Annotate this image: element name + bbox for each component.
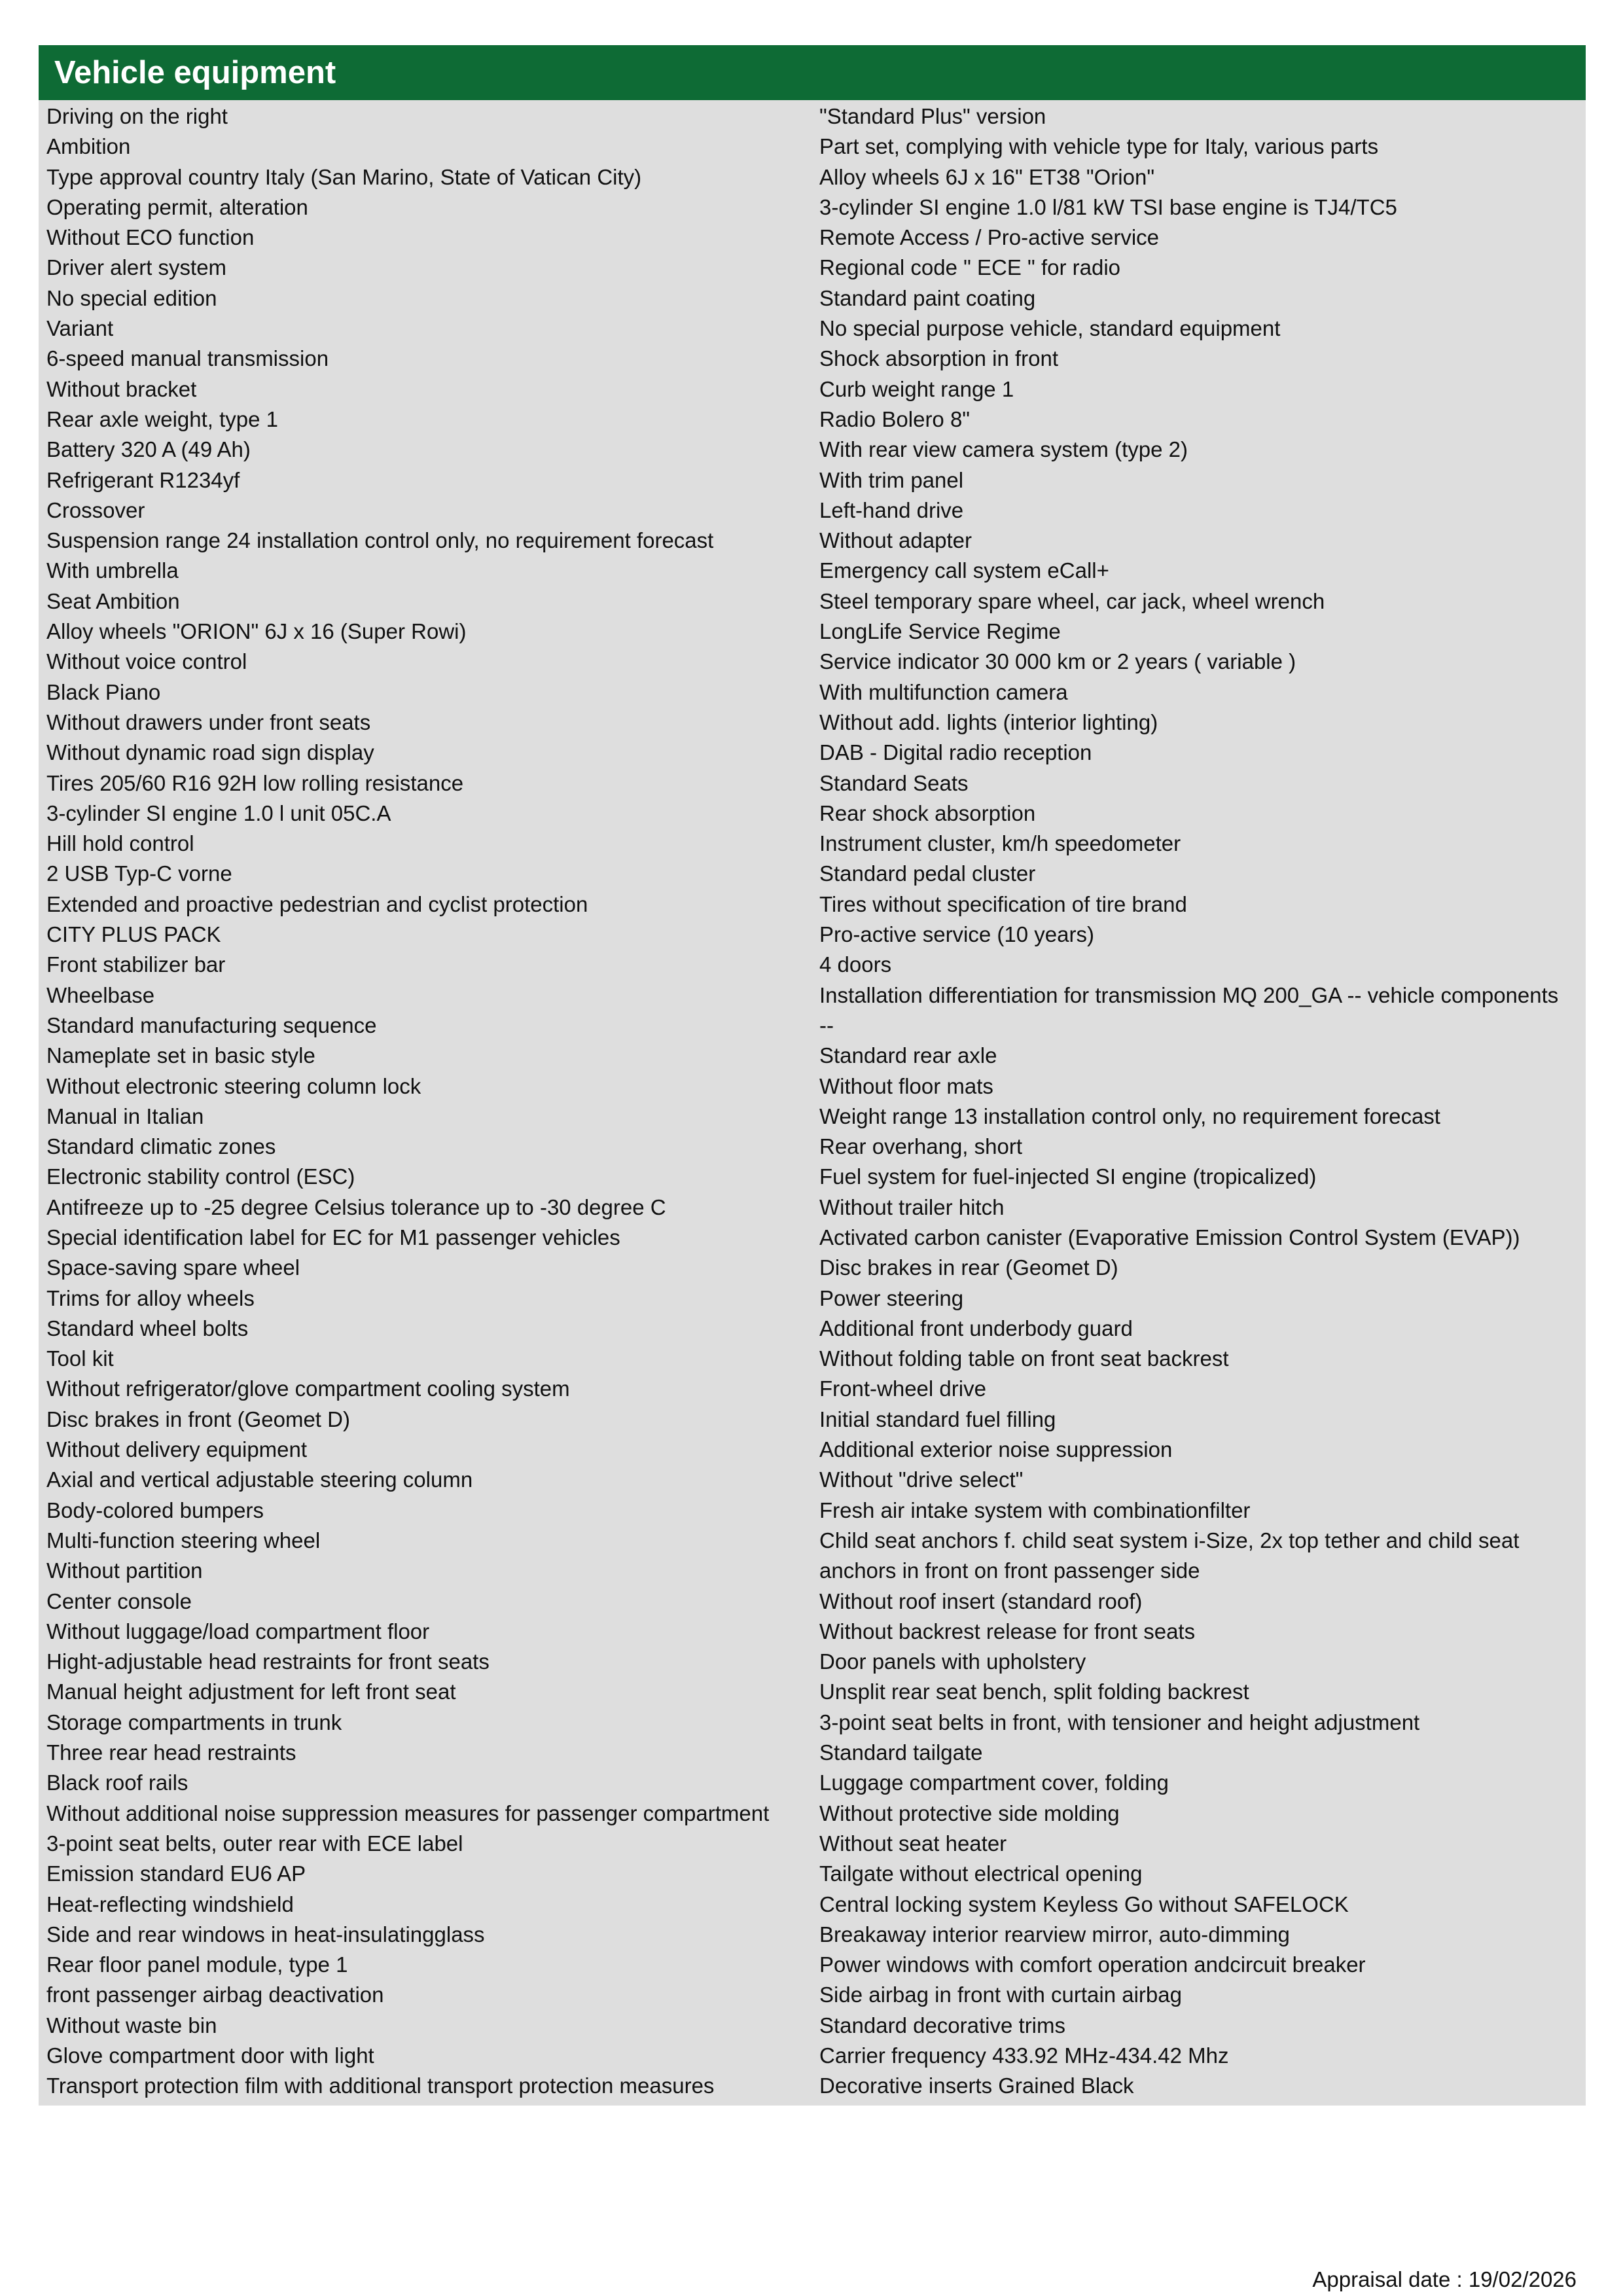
equipment-item: Activated carbon canister (Evaporative Emission Control System (EVAP)): [819, 1225, 1520, 1249]
equipment-item: Without bracket: [46, 376, 197, 401]
equipment-item: Without protective side molding: [819, 1801, 1120, 1825]
equipment-item: Standard pedal cluster: [819, 861, 1036, 886]
equipment-item: Rear shock absorption: [819, 800, 1036, 825]
equipment-item: Child seat anchors f. child seat system i-Size, 2x top tether and child seat: [819, 1528, 1520, 1552]
equipment-item: Without "drive select": [819, 1467, 1024, 1492]
equipment-item: Pro-active service (10 years): [819, 922, 1094, 947]
equipment-item: LongLife Service Regime: [819, 619, 1061, 644]
equipment-item: Additional exterior noise suppression: [819, 1437, 1173, 1462]
equipment-item: Central locking system Keyless Go without SAFELOCK: [819, 1892, 1349, 1916]
equipment-item: Type approval country Italy (San Marino, State of Vatican City): [46, 164, 642, 189]
equipment-item: Extended and proactive pedestrian and cyclist protection: [46, 891, 588, 916]
equipment-item: Installation differentiation for transmission MQ 200_GA -- vehicle components: [819, 982, 1559, 1007]
equipment-item: Tool kit: [46, 1346, 114, 1371]
equipment-item: Hight-adjustable head restraints for front seats: [46, 1649, 490, 1674]
equipment-item: front passenger airbag deactivation: [46, 1982, 384, 2007]
equipment-item: Manual in Italian: [46, 1103, 204, 1128]
equipment-item: Without partition: [46, 1558, 203, 1583]
equipment-item: Steel temporary spare wheel, car jack, wheel wrench: [819, 588, 1325, 613]
equipment-item: Standard decorative trims: [819, 2013, 1066, 2037]
equipment-item: Standard rear axle: [819, 1043, 997, 1068]
equipment-item: Without ECO function: [46, 225, 255, 250]
equipment-item: Tires without specification of tire brand: [819, 891, 1187, 916]
equipment-item: With multifunction camera: [819, 679, 1068, 704]
equipment-item: Power steering: [819, 1285, 964, 1310]
equipment-item: 2 USB Typ-C vorne: [46, 861, 232, 886]
equipment-item: Axial and vertical adjustable steering column: [46, 1467, 473, 1492]
equipment-item: Instrument cluster, km/h speedometer: [819, 831, 1181, 856]
equipment-item: Disc brakes in front (Geomet D): [46, 1407, 350, 1431]
equipment-item: Carrier frequency 433.92 MHz-434.42 Mhz: [819, 2043, 1229, 2068]
equipment-item: Black roof rails: [46, 1770, 188, 1795]
equipment-item: Black Piano: [46, 679, 161, 704]
equipment-item: Nameplate set in basic style: [46, 1043, 315, 1068]
equipment-item: Without add. lights (interior lighting): [819, 709, 1158, 734]
equipment-item: Radio Bolero 8": [819, 406, 971, 431]
equipment-item: Without seat heater: [819, 1831, 1007, 1856]
equipment-item: Standard climatic zones: [46, 1134, 276, 1159]
equipment-item: Door panels with upholstery: [819, 1649, 1086, 1674]
equipment-item: Multi-function steering wheel: [46, 1528, 321, 1552]
equipment-item: Without floor mats: [819, 1073, 993, 1098]
equipment-item: Without voice control: [46, 649, 247, 674]
equipment-item: "Standard Plus" version: [819, 104, 1046, 128]
equipment-item: Trims for alloy wheels: [46, 1285, 255, 1310]
equipment-item: Power windows with comfort operation andcircuit breaker: [819, 1952, 1366, 1977]
equipment-item: Refrigerant R1234yf: [46, 467, 240, 492]
equipment-item: Wheelbase: [46, 982, 155, 1007]
equipment-item: Hill hold control: [46, 831, 194, 856]
equipment-item: Variant: [46, 316, 114, 341]
equipment-item: Without electronic steering column lock: [46, 1073, 421, 1098]
equipment-item: Side airbag in front with curtain airbag: [819, 1982, 1182, 2007]
equipment-item: Operating permit, alteration: [46, 194, 308, 219]
equipment-item: Weight range 13 installation control only, no requirement forecast: [819, 1103, 1440, 1128]
equipment-item: Side and rear windows in heat-insulatingglass: [46, 1922, 485, 1946]
equipment-item: --: [819, 1013, 834, 1037]
equipment-item: Driving on the right: [46, 104, 228, 128]
equipment-item: Without refrigerator/glove compartment cooling system: [46, 1376, 570, 1401]
equipment-item: Additional front underbody guard: [819, 1316, 1133, 1340]
equipment-item: Without delivery equipment: [46, 1437, 308, 1462]
equipment-item: Rear overhang, short: [819, 1134, 1023, 1159]
equipment-item: Breakaway interior rearview mirror, auto-dimming: [819, 1922, 1290, 1946]
equipment-item: Tires 205/60 R16 92H low rolling resistance: [46, 770, 464, 795]
equipment-item: Fuel system for fuel-injected SI engine (tropicalized): [819, 1164, 1317, 1189]
equipment-item: Service indicator 30 000 km or 2 years ( variable ): [819, 649, 1296, 674]
equipment-item: Without backrest release for front seats: [819, 1619, 1196, 1643]
equipment-item: No special edition: [46, 285, 217, 310]
equipment-item: Left-hand drive: [819, 497, 964, 522]
equipment-item: Center console: [46, 1588, 192, 1613]
equipment-table: [39, 100, 1586, 2106]
equipment-item: 3-cylinder SI engine 1.0 l/81 kW TSI base engine is TJ4/TC5: [819, 194, 1397, 219]
section-header: [39, 45, 1586, 100]
equipment-item: Standard Seats: [819, 770, 969, 795]
equipment-item: 4 doors: [819, 952, 892, 977]
equipment-item: Alloy wheels "ORION" 6J x 16 (Super Rowi): [46, 619, 467, 644]
equipment-item: Special identification label for EC for M1 passenger vehicles: [46, 1225, 620, 1249]
equipment-item: Three rear head restraints: [46, 1740, 296, 1765]
equipment-item: Tailgate without electrical opening: [819, 1861, 1143, 1886]
equipment-item: Rear floor panel module, type 1: [46, 1952, 348, 1977]
equipment-item: Body-colored bumpers: [46, 1498, 264, 1522]
equipment-item: Storage compartments in trunk: [46, 1710, 342, 1734]
equipment-item: Suspension range 24 installation control only, no requirement forecast: [46, 528, 714, 553]
equipment-item: Disc brakes in rear (Geomet D): [819, 1255, 1118, 1280]
equipment-item: Without folding table on front seat backrest: [819, 1346, 1229, 1371]
equipment-item: Standard manufacturing sequence: [46, 1013, 377, 1037]
equipment-item: Without waste bin: [46, 2013, 217, 2037]
equipment-item: Alloy wheels 6J x 16" ET38 "Orion": [819, 164, 1155, 189]
equipment-item: DAB - Digital radio reception: [819, 740, 1092, 765]
equipment-item: Space-saving spare wheel: [46, 1255, 300, 1280]
equipment-item: 3-cylinder SI engine 1.0 l unit 05C.A: [46, 800, 391, 825]
equipment-item: Driver alert system: [46, 255, 227, 280]
appraisal-date: Appraisal date : 19/02/2026: [1312, 2267, 1577, 2291]
equipment-item: Standard tailgate: [819, 1740, 983, 1765]
equipment-item: Emergency call system eCall+: [819, 558, 1109, 583]
equipment-item: With umbrella: [46, 558, 179, 583]
equipment-item: Emission standard EU6 AP: [46, 1861, 306, 1886]
equipment-item: Seat Ambition: [46, 588, 180, 613]
equipment-item: Regional code " ECE " for radio: [819, 255, 1121, 280]
equipment-item: 3-point seat belts, outer rear with ECE label: [46, 1831, 463, 1856]
equipment-item: 6-speed manual transmission: [46, 346, 329, 371]
equipment-item: 3-point seat belts in front, with tensioner and height adjustment: [819, 1710, 1420, 1734]
equipment-item: Without trailer hitch: [819, 1194, 1005, 1219]
equipment-item: Heat-reflecting windshield: [46, 1892, 294, 1916]
equipment-item: Electronic stability control (ESC): [46, 1164, 355, 1189]
equipment-item: With rear view camera system (type 2): [819, 437, 1188, 462]
equipment-item: Curb weight range 1: [819, 376, 1014, 401]
equipment-item: CITY PLUS PACK: [46, 922, 221, 947]
equipment-item: Antifreeze up to -25 degree Celsius tolerance up to -30 degree C: [46, 1194, 666, 1219]
equipment-item: Without adapter: [819, 528, 972, 553]
equipment-item: Luggage compartment cover, folding: [819, 1770, 1169, 1795]
equipment-item: With trim panel: [819, 467, 964, 492]
equipment-item: anchors in front on front passenger side: [819, 1558, 1200, 1583]
equipment-item: Battery 320 A (49 Ah): [46, 437, 251, 462]
equipment-column-right: [819, 101, 1586, 2102]
equipment-item: Without roof insert (standard roof): [819, 1588, 1143, 1613]
equipment-item: Without drawers under front seats: [46, 709, 371, 734]
equipment-item: Initial standard fuel filling: [819, 1407, 1056, 1431]
equipment-item: Transport protection film with additional transport protection measures: [46, 2073, 715, 2098]
equipment-column-left: [39, 101, 819, 2102]
equipment-item: Standard wheel bolts: [46, 1316, 249, 1340]
equipment-item: Remote Access / Pro-active service: [819, 225, 1160, 250]
equipment-item: Without luggage/load compartment floor: [46, 1619, 430, 1643]
equipment-item: Front-wheel drive: [819, 1376, 986, 1401]
equipment-item: Manual height adjustment for left front seat: [46, 1679, 456, 1704]
vehicle-equipment-section: [39, 45, 1586, 2106]
section-title: Vehicle equipment: [54, 55, 336, 90]
equipment-item: Without additional noise suppression measures for passenger compartment: [46, 1801, 770, 1825]
equipment-item: Ambition: [46, 134, 131, 159]
equipment-item: Crossover: [46, 497, 145, 522]
equipment-item: Part set, complying with vehicle type for Italy, various parts: [819, 134, 1379, 159]
equipment-item: Fresh air intake system with combinationfilter: [819, 1498, 1251, 1522]
equipment-item: Rear axle weight, type 1: [46, 406, 279, 431]
equipment-item: Decorative inserts Grained Black: [819, 2073, 1134, 2098]
equipment-item: Unsplit rear seat bench, split folding backrest: [819, 1679, 1249, 1704]
equipment-item: Shock absorption in front: [819, 346, 1059, 371]
equipment-item: No special purpose vehicle, standard equipment: [819, 316, 1281, 341]
equipment-item: Standard paint coating: [819, 285, 1036, 310]
equipment-item: Front stabilizer bar: [46, 952, 226, 977]
equipment-item: Glove compartment door with light: [46, 2043, 374, 2068]
equipment-item: Without dynamic road sign display: [46, 740, 374, 765]
